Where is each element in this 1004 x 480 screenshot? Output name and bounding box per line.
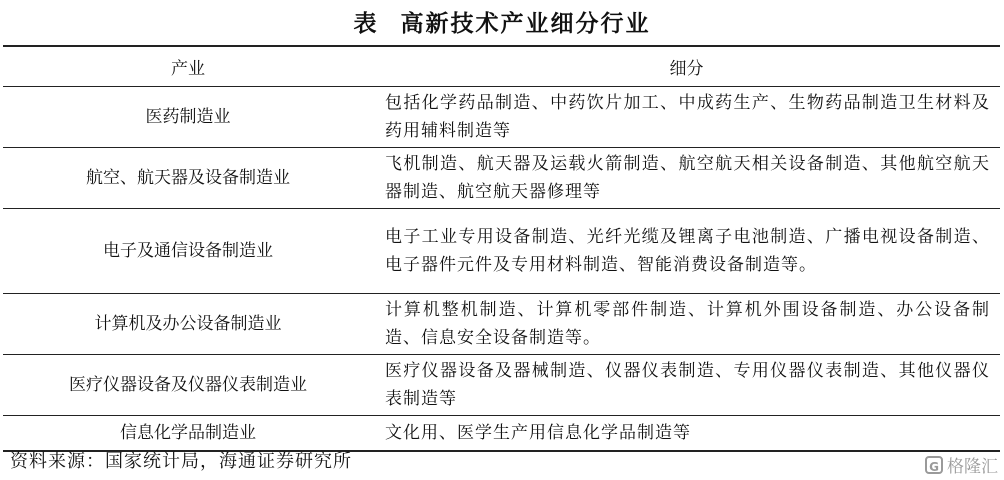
header-industry: 产业 — [3, 47, 373, 87]
industry-cell: 信息化学品制造业 — [3, 416, 373, 452]
table-row — [3, 87, 1000, 148]
industry-cell: 航空、航天器及设备制造业 — [3, 148, 373, 209]
table-row — [3, 355, 1000, 416]
industry-cell: 计算机及办公设备制造业 — [3, 294, 373, 355]
subsectors-cell: 飞机制造、航天器及运载火箭制造、航空航天相关设备制造、其他航空航天器制造、航空航天器修理等 — [373, 148, 1000, 209]
table-row — [3, 416, 1000, 452]
watermark-text: 格隆汇 — [947, 457, 998, 477]
table-row — [3, 209, 1000, 294]
watermark — [925, 452, 998, 477]
subsectors-cell: 计算机整机制造、计算机零部件制造、计算机外围设备制造、办公设备制造、信息安全设备制造等。 — [373, 294, 1000, 355]
subsectors-cell: 医疗仪器设备及器械制造、仪器仪表制造、专用仪器仪表制造、其他仪器仪表制造等 — [373, 355, 1000, 416]
industry-cell: 电子及通信设备制造业 — [3, 209, 373, 294]
industry-table — [3, 47, 1000, 452]
header-row — [3, 47, 1000, 87]
gelonghui-logo-icon: G — [925, 456, 943, 474]
title-label: 表 — [353, 10, 379, 37]
table-row — [3, 294, 1000, 355]
industry-cell: 医疗仪器设备及仪器仪表制造业 — [3, 355, 373, 416]
industry-cell: 医药制造业 — [3, 87, 373, 148]
source-note: 资料来源：国家统计局，海通证券研究所 — [10, 451, 352, 472]
subsectors-cell: 文化用、医学生产用信息化学品制造等 — [373, 416, 1000, 452]
subsectors-cell: 电子工业专用设备制造、光纤光缆及锂离子电池制造、广播电视设备制造、电子器件元件及专用材料制造、智能消费设备制造等。 — [373, 209, 1000, 294]
title-text: 高新技术产业细分行业 — [400, 10, 651, 37]
table-row — [3, 148, 1000, 209]
table-title — [0, 4, 1004, 44]
subsectors-cell: 包括化学药品制造、中药饮片加工、中成药生产、生物药品制造卫生材料及药用辅料制造等 — [373, 87, 1000, 148]
header-subsectors: 细分 — [373, 47, 1000, 87]
